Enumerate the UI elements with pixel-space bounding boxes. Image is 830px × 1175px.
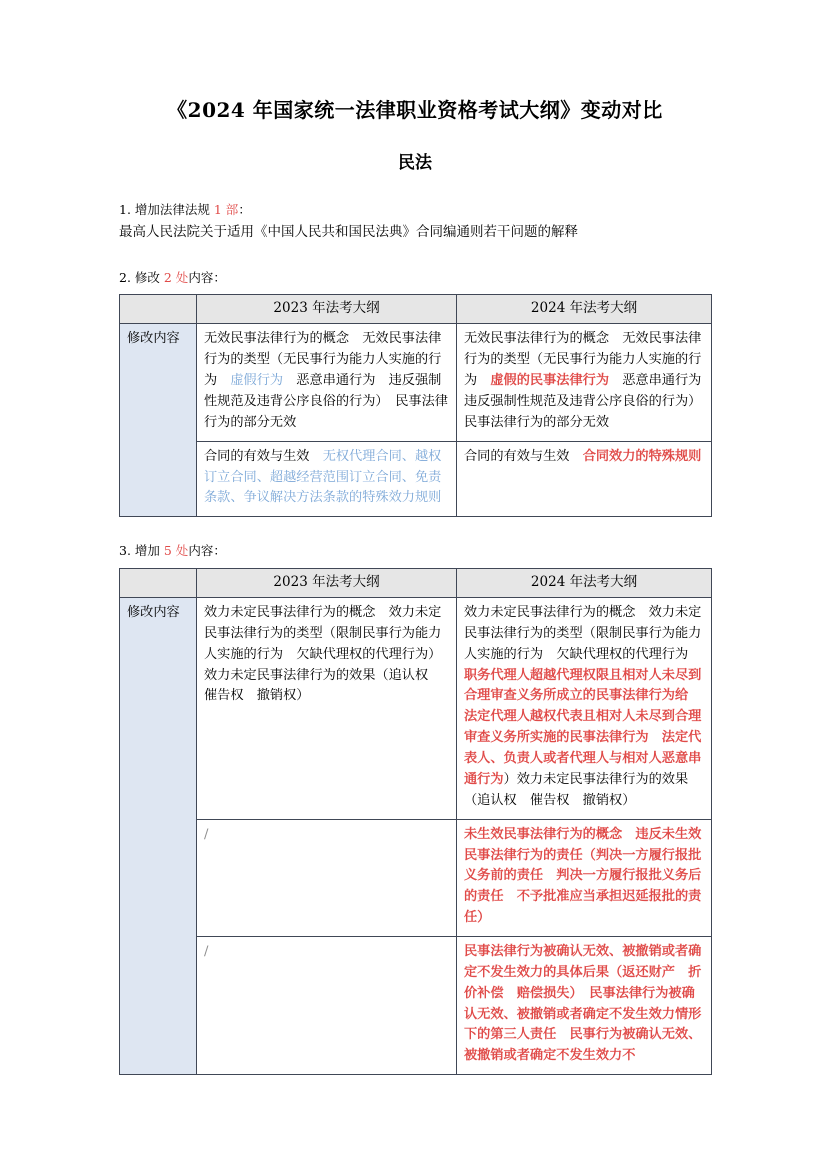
text-run-red-bold: 虚假的民事法律行为 xyxy=(490,373,610,389)
cell-paragraph xyxy=(464,329,715,433)
table-cell xyxy=(457,936,712,1074)
text-run-plain: 恶意串通行为 违反强制性规范及违背公序良俗的行为） 民事法律行为的部分无效 xyxy=(204,373,448,430)
text-run-plain: 效力未定民事法律行为的概念 效力未定民事法律行为的类型（限制民事行为能力人实施的行为 欠缺代理权的代理行为 xyxy=(464,605,702,662)
comparison-table-added xyxy=(119,568,712,1075)
table-cell xyxy=(457,598,712,820)
comparison-table-modified xyxy=(119,294,715,517)
table-cell xyxy=(457,441,712,517)
table-row xyxy=(120,598,712,820)
section-3-heading xyxy=(119,517,711,560)
cell-paragraph xyxy=(204,603,449,707)
section-1-count: 1 部 xyxy=(213,201,239,217)
table-cell-empty: / xyxy=(197,819,457,936)
table-header-2024: 2024 年法考大纲 xyxy=(457,295,712,324)
section-2-heading xyxy=(119,244,711,287)
cell-paragraph xyxy=(464,447,704,468)
table-cell xyxy=(457,324,715,441)
section-3-count: 5 处 xyxy=(163,543,189,559)
table-cell-empty: / xyxy=(197,936,457,1074)
cell-paragraph xyxy=(204,447,449,510)
text-run-plain: 无效民事法律行为的概念 无效民事法律行为的类型（无民事行为能力人实施的行为 xyxy=(464,331,702,389)
table-row xyxy=(120,441,712,517)
text-run-plain: ）效力未定民事法律行为的效果（追认权 催告权 撤销权） xyxy=(464,771,689,808)
table-header-row xyxy=(120,295,712,324)
cell-paragraph xyxy=(464,942,704,1067)
row-label-cell: 修改内容 xyxy=(120,324,197,517)
section-1-heading xyxy=(119,176,711,219)
table-row xyxy=(120,324,712,441)
table-cell xyxy=(197,324,457,441)
section-2-prefix: 2. 修改 xyxy=(119,269,164,285)
table-row xyxy=(120,936,712,1074)
table-header-2023: 2023 年法考大纲 xyxy=(197,295,457,324)
table-header-2024: 2024 年法考大纲 xyxy=(457,568,712,597)
text-run-red-bold: 职务代理人超越代理权限且相对人未尽到合理审查义务所成立的民事法律行为给 法定代理人越权代表且相对人未尽到合理审查义务所实施的民事法律行为 法定代表人、负责人或者代理人与相对人恶意串通行为 xyxy=(464,667,702,787)
text-run-plain: 效力未定民事法律行为的概念 效力未定民事法律行为的类型（限制民事行为能力人实施的行为 欠缺代理权的代理行为） 效力未定民事法律行为的效果（追认权 催告权 撤销权） xyxy=(204,605,448,704)
page-subtitle: 民法 xyxy=(398,153,432,173)
row-label-cell: 修改内容 xyxy=(120,598,197,1075)
text-run-red-bold: 未生效民事法律行为的概念 违反未生效民事法律行为的责任（判决一方履行报批义务前的责任 判决一方履行报批义务后的责任 不予批准应当承担迟延报批的责任） xyxy=(464,826,702,926)
text-run-red-bold: 合同效力的特殊规则 xyxy=(582,448,702,464)
table-row xyxy=(120,819,712,936)
table-header-label xyxy=(120,568,197,597)
section-1-prefix: 1. 增加法律法规 xyxy=(119,201,214,217)
cell-paragraph xyxy=(464,603,704,812)
table-header-2023: 2023 年法考大纲 xyxy=(197,568,457,597)
table-cell xyxy=(457,819,712,936)
table-header-label xyxy=(120,295,197,324)
text-run-blue: 无权代理合同、越权订立合同、超越经营范围订立合同、免责条款、争议解决方法条款的特殊效力规则 xyxy=(204,448,442,506)
cell-paragraph xyxy=(204,329,449,433)
table-header-row xyxy=(120,568,712,597)
section-2-suffix: 内容： xyxy=(188,269,226,285)
section-3-prefix: 3. 增加 xyxy=(119,543,164,559)
table-cell xyxy=(197,598,457,820)
section-2-count: 2 处 xyxy=(163,269,189,285)
table1-body xyxy=(120,324,715,517)
table2-body xyxy=(120,598,712,1075)
section-1-suffix: ： xyxy=(238,201,251,217)
page-title: 《2024 年国家统一法律职业资格考试大纲》变动对比 xyxy=(167,98,663,122)
cell-paragraph xyxy=(464,825,704,929)
section-3-suffix: 内容： xyxy=(188,543,226,559)
text-run-blue: 虚假行为 xyxy=(230,373,284,389)
section-1-body: 最高人民法院关于适用《中国人民共和国民法典》合同编通则若干问题的解释 xyxy=(119,224,578,241)
text-run-plain: 恶意串通行为 违反强制性规范及违背公序良俗的行为） 民事法律行为的部分无效 xyxy=(464,373,715,430)
text-run-plain: 无效民事法律行为的概念 无效民事法律行为的类型（无民事行为能力人实施的行为 xyxy=(204,331,442,389)
text-run-plain: 合同的有效与生效 xyxy=(464,448,583,464)
table-cell xyxy=(197,441,457,517)
text-run-plain: 合同的有效与生效 xyxy=(204,448,323,464)
text-run-red-bold: 民事法律行为被确认无效、被撤销或者确定不发生效力的具体后果（返还财产 折价补偿 赔偿损失） 民事法律行为被确认无效、被撤销或者确定不发生效力情形下的第三人责任 民事行为被确认无效、被撤销或者确定不发生效力不 xyxy=(464,943,702,1064)
